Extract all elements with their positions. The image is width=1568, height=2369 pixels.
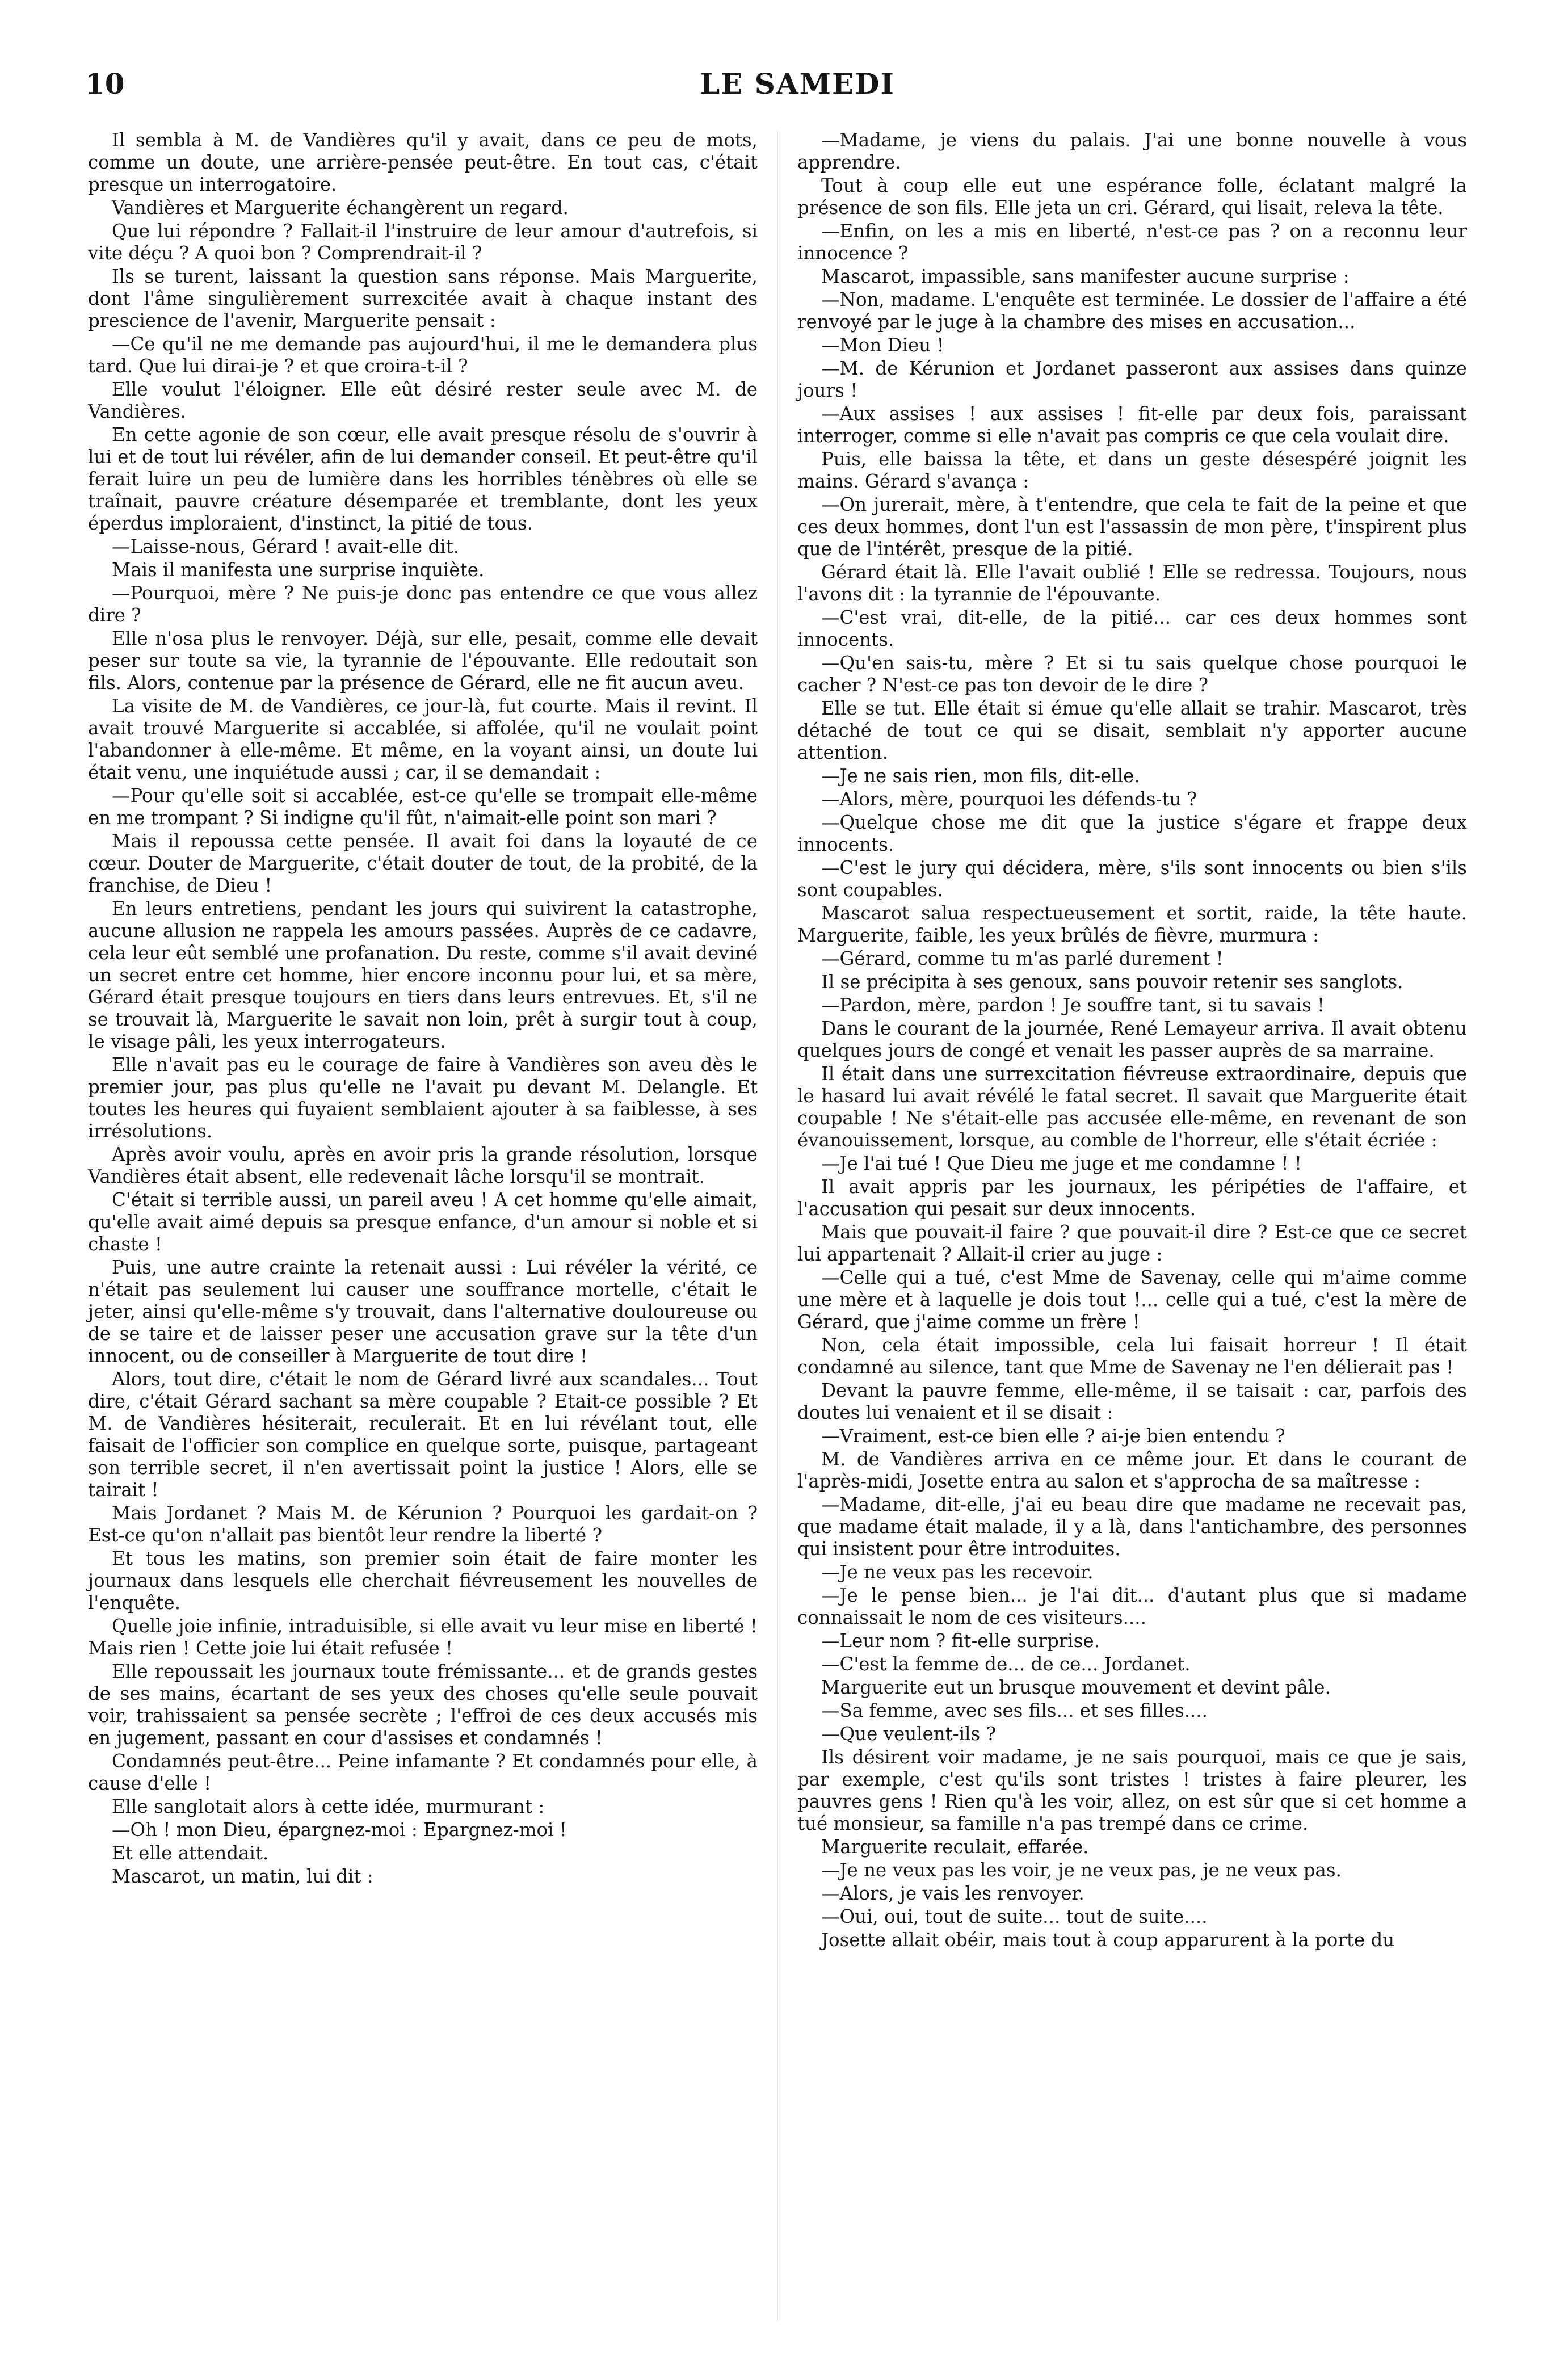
paragraph: Mascarot, impassible, sans manifester aucune surprise : xyxy=(821,266,1350,287)
paragraph: Josette allait obéir, mais tout à coup apparurent à la porte du xyxy=(821,1929,1395,1951)
paragraph: Mascarot, un matin, lui dit : xyxy=(112,1866,373,1887)
right-column xyxy=(797,129,1467,1952)
paragraph: Et tous les matins, son premier soin était de faire monter les journaux dans lesquels elle cherchait fiévreusement les nouvelles de l'enquête. xyxy=(88,1548,758,1614)
page-header xyxy=(85,67,1510,118)
paragraph: —Celle qui a tué, c'est Mme de Savenay, celle qui m'aime comme une mère et à laquelle je dois tout !... celle qui a tué, c'est la mère de Gérard, que j'aime comme un frère ! xyxy=(797,1267,1467,1333)
paragraph: —Leur nom ? fit-elle surprise. xyxy=(821,1630,1100,1652)
paragraph: La visite de M. de Vandières, ce jour-là, fut courte. Mais il revint. Il avait trouvé Marguerite si accablée, si affolée, qu'il ne voulait point l'abandonner à elle-même. Et même, en la voyant ainsi, un doute lui était venu, une inquiétude aussi ; car, il se demandait : xyxy=(88,695,758,783)
paragraph: —Ce qu'il ne me demande pas aujourd'hui, il me le demandera plus tard. Que lui dirai-je ? et que croira-t-il ? xyxy=(88,333,758,377)
paragraph: Vandières et Marguerite échangèrent un regard. xyxy=(112,197,569,219)
paragraph: —Que veulent-ils ? xyxy=(821,1723,996,1745)
paragraph: Quelle joie infinie, intraduisible, si elle avait vu leur mise en liberté ! Mais rien ! Cette joie lui était refusée ! xyxy=(88,1615,758,1659)
paragraph: Que lui répondre ? Fallait-il l'instruire de leur amour d'autrefois, si vite déçu ? A quoi bon ? Comprendrait-il ? xyxy=(88,220,758,264)
paragraph: —Madame, je viens du palais. J'ai une bonne nouvelle à vous apprendre. xyxy=(797,129,1467,173)
paragraph: —Madame, dit-elle, j'ai eu beau dire que madame ne recevait pas, que madame était malade, il y a là, dans l'antichambre, des personnes qui insistent pour être introduites. xyxy=(797,1494,1467,1560)
left-column xyxy=(88,129,758,1889)
paragraph: Tout à coup elle eut une espérance folle, éclatant malgré la présence de son fils. Elle jeta un cri. Gérard, qui lisait, releva la tête. xyxy=(797,175,1467,219)
paragraph: —C'est vrai, dit-elle, de la pitié... car ces deux hommes sont innocents. xyxy=(797,607,1467,650)
paragraph: —Laisse-nous, Gérard ! avait-elle dit. xyxy=(112,536,460,557)
paragraph: Elle sanglotait alors à cette idée, murmurant : xyxy=(112,1796,545,1817)
paragraph: Mascarot salua respectueusement et sortit, raide, la tête haute. Marguerite, faible, les yeux brûlés de fièvre, murmura : xyxy=(797,902,1467,946)
paragraph: En leurs entretiens, pendant les jours qui suivirent la catastrophe, aucune allusion ne rappela les amours passées. Auprès de ce cadavre, cela leur eût semblé une profanation. Du reste, comme s'il avait deviné un secret entre cet homme, hier encore inconnu pour lui, et sa mère, Gérard était presque toujours en tiers dans leurs entrevues. Et, s'il ne se trouvait là, Marguerite le savait non loin, prêt à surgir tout à coup, le visage pâli, les yeux interrogateurs. xyxy=(88,898,758,1052)
column-divider xyxy=(777,131,778,2321)
paragraph: Mais il manifesta une surprise inquiète. xyxy=(112,559,485,581)
paragraph: Devant la pauvre femme, elle-même, il se taisait : car, parfois des doutes lui venaient et il se disait : xyxy=(797,1380,1467,1423)
paragraph: Condamnés peut-être... Peine infamante ? Et condamnés pour elle, à cause d'elle ! xyxy=(88,1750,758,1794)
paragraph: M. de Vandières arriva en ce même jour. Et dans le courant de l'après-midi, Josette entra au salon et s'approcha de sa maîtresse : xyxy=(797,1448,1467,1492)
paragraph: —Qu'en sais-tu, mère ? Et si tu sais quelque chose pourquoi le cacher ? N'est-ce pas ton devoir de le dire ? xyxy=(797,652,1467,696)
paragraph: —Je le pense bien... je l'ai dit... d'autant plus que si madame connaissait le nom de ces visiteurs.... xyxy=(797,1585,1467,1628)
paragraph: Mais que pouvait-il faire ? que pouvait-il dire ? Est-ce que ce secret lui appartenait ? Allait-il crier au juge : xyxy=(797,1221,1467,1265)
paragraph: Marguerite eut un brusque mouvement et devint pâle. xyxy=(821,1677,1331,1698)
paragraph: —Alors, je vais les renvoyer. xyxy=(821,1883,1084,1904)
paragraph: —Je l'ai tué ! Que Dieu me juge et me condamne ! ! xyxy=(821,1153,1302,1174)
paragraph: —On jurerait, mère, à t'entendre, que cela te fait de la peine et que ces deux hommes, dont l'un est l'assassin de mon père, t'inspirent plus que de l'intérêt, presque de la pitié. xyxy=(797,494,1467,560)
paragraph: Marguerite reculait, effarée. xyxy=(821,1836,1089,1858)
paragraph: Et elle attendait. xyxy=(112,1842,269,1864)
paragraph: —C'est le jury qui décidera, mère, s'ils sont innocents ou bien s'ils sont coupables. xyxy=(797,857,1467,901)
paragraph: Il avait appris par les journaux, les péripéties de l'affaire, et l'accusation qui pesait sur deux innocents. xyxy=(797,1176,1467,1220)
paragraph: —Je ne veux pas les recevoir. xyxy=(821,1561,1094,1583)
paragraph: Puis, elle baissa la tête, et dans un geste désespéré joignit les mains. Gérard s'avança : xyxy=(797,448,1467,492)
paragraph: —C'est la femme de... de ce... Jordanet. xyxy=(821,1653,1191,1675)
paragraph: —Pour qu'elle soit si accablée, est-ce qu'elle se trompait elle-même en me trompant ? Si indigne qu'il fût, n'aimait-elle point son mari ? xyxy=(88,785,758,829)
paragraph: Il se précipita à ses genoux, sans pouvoir retenir ses sanglots. xyxy=(821,971,1403,993)
paragraph: Elle repoussait les journaux toute frémissante... et de grands gestes de ses mains, écartant de ses yeux des choses qu'elle seule pouvait voir, trahissaient sa pensée secrète ; l'effroi de ces deux accusés mis en jugement, passant en cour d'assises et condamnés ! xyxy=(88,1661,758,1749)
paragraph: —Sa femme, avec ses fils... et ses filles.... xyxy=(821,1700,1208,1721)
paragraph: —Aux assises ! aux assises ! fit-elle par deux fois, paraissant interroger, comme si elle n'avait pas compris ce que cela voulait dire. xyxy=(797,403,1467,447)
paragraph: Mais Jordanet ? Mais M. de Kérunion ? Pourquoi les gardait-on ? Est-ce qu'on n'allait pas bientôt leur rendre la liberté ? xyxy=(88,1502,758,1546)
paragraph: C'était si terrible aussi, un pareil aveu ! A cet homme qu'elle aimait, qu'elle avait aimé depuis sa presque enfance, d'un amour si noble et si chaste ! xyxy=(88,1189,758,1255)
paragraph: —Non, madame. L'enquête est terminée. Le dossier de l'affaire a été renvoyé par le juge à la chambre des mises en accusation... xyxy=(797,289,1467,333)
paragraph: Alors, tout dire, c'était le nom de Gérard livré aux scandales... Tout dire, c'était Gérard sachant sa mère coupable ? Etait-ce possible ? Et M. de Vandières hésiterait, reculerait. Et en lui révélant tout, elle faisait de l'officier son complice en quelque sorte, puisque, partageant son terrible secret, il n'en avertissait point la justice ! Alors, elle se tairait ! xyxy=(88,1368,758,1501)
paragraph: —Enfin, on les a mis en liberté, n'est-ce pas ? on a reconnu leur innocence ? xyxy=(797,220,1467,264)
paragraph: —Pardon, mère, pardon ! Je souffre tant, si tu savais ! xyxy=(821,994,1325,1016)
paragraph: Il sembla à M. de Vandières qu'il y avait, dans ce peu de mots, comme un doute, une arrière-pensée peut-être. En tout cas, c'était presque un interrogatoire. xyxy=(88,129,758,195)
paragraph: —Oui, oui, tout de suite... tout de suite.... xyxy=(821,1906,1208,1927)
paragraph: —Je ne veux pas les voir, je ne veux pas, je ne veux pas. xyxy=(821,1859,1342,1881)
paragraph: Ils désirent voir madame, je ne sais pourquoi, mais ce que je sais, par exemple, c'est qu'ils sont tristes ! tristes à faire pleurer, les pauvres gens ! Rien qu'à les voir, allez, on est sûr que si cet homme a tué monsieur, sa famille n'a pas trempé dans ce crime. xyxy=(797,1746,1467,1834)
paragraph: —Vraiment, est-ce bien elle ? ai-je bien entendu ? xyxy=(821,1425,1285,1447)
page-number: 10 xyxy=(85,67,125,100)
paragraph: Non, cela était impossible, cela lui faisait horreur ! Il était condamné au silence, tant que Mme de Savenay ne l'en délierait pas ! xyxy=(797,1334,1467,1378)
paragraph: —Je ne sais rien, mon fils, dit-elle. xyxy=(821,765,1140,787)
paragraph: —Gérard, comme tu m'as parlé durement ! xyxy=(821,948,1224,969)
paragraph: Elle n'avait pas eu le courage de faire à Vandières son aveu dès le premier jour, pas plus qu'elle ne l'avait pu devant M. Delangle. Et toutes les heures qui fuyaient semblaient ajouter à sa faiblesse, à ses irrésolutions. xyxy=(88,1054,758,1142)
paragraph: —Oh ! mon Dieu, épargnez-moi : Epargnez-moi ! xyxy=(112,1819,567,1841)
paragraph: Il était dans une surrexcitation fiévreuse extraordinaire, depuis que le hasard lui avait révélé le fatal secret. Il savait que Marguerite était coupable ! Ne s'était-elle pas accusée elle-même, en revenant de son évanouissement, lorsque, au comble de l'horreur, elle s'était écriée : xyxy=(797,1063,1467,1151)
paragraph: —Alors, mère, pourquoi les défends-tu ? xyxy=(821,788,1197,810)
paragraph: Mais il repoussa cette pensée. Il avait foi dans la loyauté de ce cœur. Douter de Marguerite, c'était douter de tout, de la probité, de la franchise, de Dieu ! xyxy=(88,830,758,896)
paragraph: —M. de Kérunion et Jordanet passeront aux assises dans quinze jours ! xyxy=(797,358,1467,401)
paragraph: En cette agonie de son cœur, elle avait presque résolu de s'ouvrir à lui et de tout lui révéler, afin de lui demander conseil. Et peut-être qu'il ferait luire un peu de lumière dans les horribles ténèbres où elle se traînait, pauvre créature désemparée et tremblante, dont les yeux éperdus imploraient, d'instinct, la pitié de tous. xyxy=(88,424,758,534)
paragraph: Puis, une autre crainte la retenait aussi : Lui révéler la vérité, ce n'était pas seulement lui causer une souffrance mortelle, c'était le jeter, ainsi qu'elle-même s'y trouvait, dans l'alternative douloureuse ou de se taire et de laisser peser une accusation grave sur la tête d'un innocent, ou de conseiller à Marguerite de tout dire ! xyxy=(88,1257,758,1367)
paragraph: Après avoir voulu, après en avoir pris la grande résolution, lorsque Vandières était absent, elle redevenait lâche lorsqu'il se montrait. xyxy=(88,1144,758,1187)
paragraph: —Quelque chose me dit que la justice s'égare et frappe deux innocents. xyxy=(797,812,1467,855)
paragraph: Elle se tut. Elle était si émue qu'elle allait se trahir. Mascarot, très détaché de tout ce qui se disait, semblait n'y apporter aucune attention. xyxy=(797,698,1467,763)
paragraph: Elle voulut l'éloigner. Elle eût désiré rester seule avec M. de Vandières. xyxy=(88,379,758,422)
paragraph: Dans le courant de la journée, René Lemayeur arriva. Il avait obtenu quelques jours de congé et venait les passer auprès de sa marraine. xyxy=(797,1018,1467,1061)
paragraph: Elle n'osa plus le renvoyer. Déjà, sur elle, pesait, comme elle devait peser sur toute sa vie, la tyrannie de l'épouvante. Elle redoutait son fils. Alors, contenue par la présence de Gérard, elle ne fit aucun aveu. xyxy=(88,628,758,694)
paragraph: —Mon Dieu ! xyxy=(821,334,944,356)
paragraph: Ils se turent, laissant la question sans réponse. Mais Marguerite, dont l'âme singulièrement surrexcitée avait à chaque instant des prescience de l'avenir, Marguerite pensait : xyxy=(88,266,758,331)
paragraph: —Pourquoi, mère ? Ne puis-je donc pas entendre ce que vous allez dire ? xyxy=(88,582,758,626)
paragraph: Gérard était là. Elle l'avait oublié ! Elle se redressa. Toujours, nous l'avons dit : la tyrannie de l'épouvante. xyxy=(797,561,1467,605)
running-title: LE SAMEDI xyxy=(700,67,895,100)
